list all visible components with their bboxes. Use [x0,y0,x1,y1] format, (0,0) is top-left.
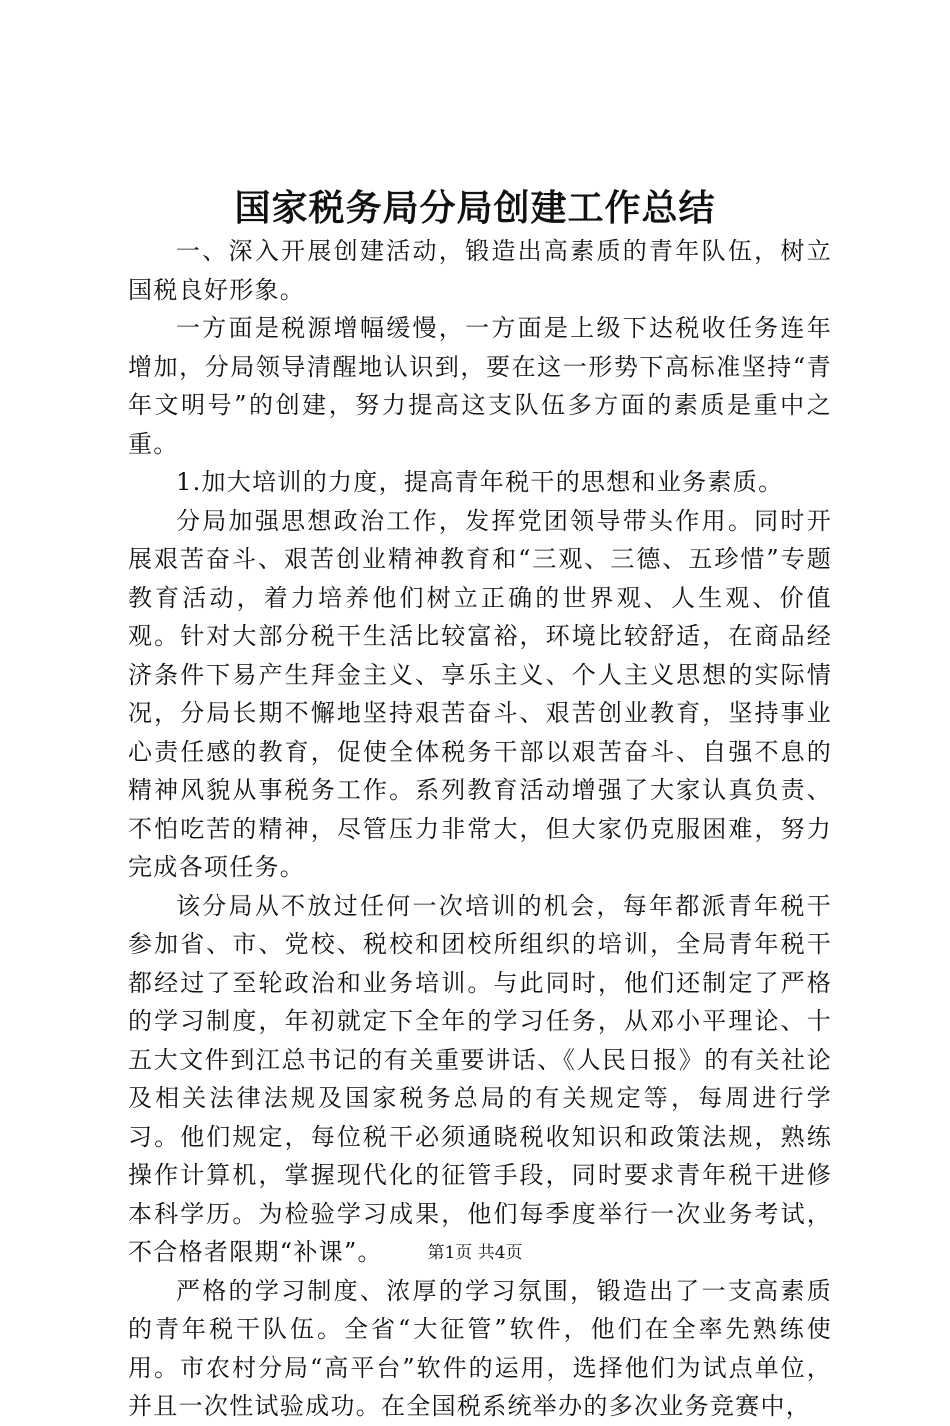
paragraph: 严格的学习制度、浓厚的学习氛围，锻造出了一支高素质的青年税干队伍。全省“大征管”软件，他们在全率先熟练使用。市农村分局“高平台”软件的运用，选择他们为试点单位，并且一次性试验成功。在全国税系统举办的多次业务竞赛中， [128,1276,832,1420]
page-number-footer: 第1页 共4页 [427,1243,523,1263]
paragraph: 该分局从不放过任何一次培训的机会，每年都派青年税干参加省、市、党校、税校和团校所组织的培训，全局青年税干都经过了至轮政治和业务培训。与此同时，他们还制定了严格的学习制度，年初就定下全年的学习任务，从邓小平理论、十五大文件到江总书记的有关重要讲话、《人民日报》的有关社论及相关法律法规及国家税务总局的有关规定等，每周进行学习。他们规定，每位税干必须通晓税收知识和政策法规，熟练操作计算机，掌握现代化的征管手段，同时要求青年税干进修本科学历。为检验学习成果，他们每季度举行一次业务考试，不合格者限期“补课”。 [128,891,832,1266]
paragraph: 一方面是税源增幅缓慢，一方面是上级下达税收任务连年增加，分局领导清醒地认识到，要在这一形势下高标准坚持“青年文明号”的创建，努力提高这支队伍多方面的素质是重中之重。 [128,314,832,458]
paragraph: 一、深入开展创建活动，锻造出高素质的青年队伍，树立国税良好形象。 [128,237,832,304]
document-title: 国家税务局分局创建工作总结 [234,187,716,229]
paragraph: 1.加大培训的力度，提高青年税干的思想和业务素质。 [176,468,784,496]
paragraph: 分局加强思想政治工作，发挥党团领导带头作用。同时开展艰苦奋斗、艰苦创业精神教育和“三观、三德、五珍惜”专题教育活动，着力培养他们树立正确的世界观、人生观、价值观。针对大部分税干生活比较富裕，环境比较舒适，在商品经济条件下易产生拜金主义、享乐主义、个人主义思想的实际情况，分局长期不懈地坚持艰苦奋斗、艰苦创业教育，坚持事业心责任感的教育，促使全体税务干部以艰苦奋斗、自强不息的精神风貌从事税务工作。系列教育活动增强了大家认真负责、不怕吃苦的精神，尽管压力非常大，但大家仍克服困难，努力完成各项任务。 [128,506,832,881]
